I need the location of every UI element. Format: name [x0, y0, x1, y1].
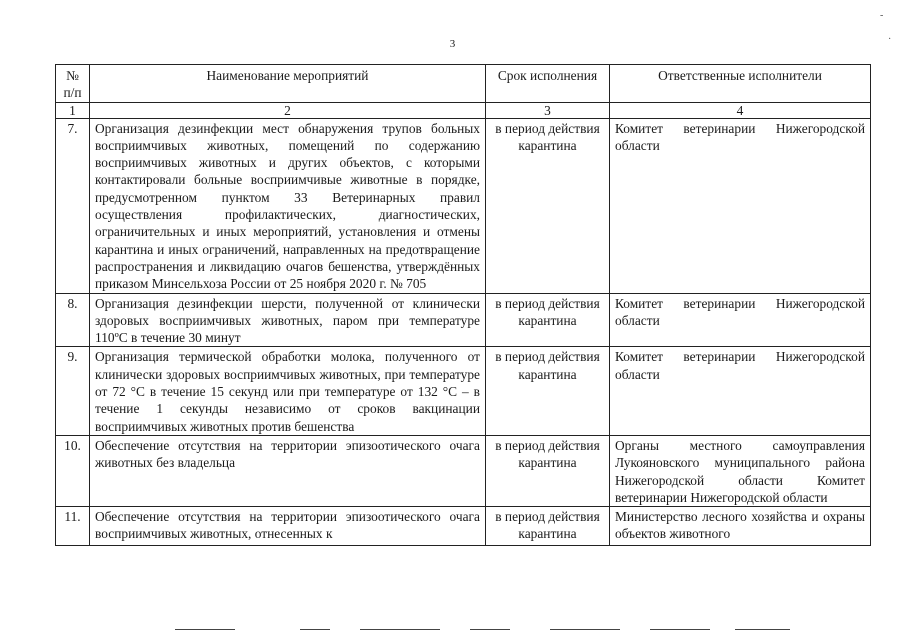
scan-line [300, 629, 330, 630]
column-index: 4 [610, 102, 871, 118]
row-number: 10. [56, 435, 90, 506]
responsible: Министерство лесного хозяйства и охраны объектов животного [615, 509, 865, 542]
responsible: Органы местного самоуправления Лукояновского муниципального района Нижегородской области Комитет ветеринарии Нижегородской области [610, 435, 871, 506]
corner-mark-top: - [880, 10, 884, 21]
measures-table [55, 64, 871, 546]
table-row [56, 118, 871, 293]
column-index-row [56, 102, 871, 118]
header-number: № п/п [56, 65, 90, 103]
row-number: 9. [56, 347, 90, 435]
deadline: в период действия карантина [486, 435, 610, 506]
responsible: Комитет ветеринарии Нижегородской области [610, 347, 871, 435]
page-number: 3 [449, 38, 456, 50]
scan-line [175, 629, 235, 630]
row-number: 7. [56, 118, 90, 293]
deadline: в период действия карантина [486, 118, 610, 293]
table-row [56, 293, 871, 347]
column-index: 2 [90, 102, 486, 118]
measure-name: Организация термической обработки молока, полученного от клинически здоровых восприимчивых животных, при температуре от 72 °С в течение 15 секунд или при температуре от 132 °С – в течение 1 секунды независимо от сроков вакцинации восприимчивых животных против бешенства [90, 347, 486, 435]
table-header-row [56, 65, 871, 103]
responsible-cell [610, 507, 871, 546]
column-index: 3 [486, 102, 610, 118]
header-deadline: Срок исполнения [486, 65, 610, 103]
measure-name: Организация дезинфекции мест обнаружения трупов больных восприимчивых животных, помещений по содержанию восприимчивых животных и других объектов, с которыми контактировали больные восприимчивые животные в порядке, предусмотренном пунктом 33 Ветеринарных правил осуществления профилактических, диагностических, ограничительных и иных мероприятий, установления и отмены карантина и иных ограничений, направленных на предотвращение распространения и ликвидацию очагов бешенства, утверждённых приказом Минсельхоза России от 25 ноября 2020 г. № 705 [90, 118, 486, 293]
scan-line [550, 629, 620, 630]
measure-name-cell [90, 507, 486, 546]
measure-name: Организация дезинфекции шерсти, полученной от клинически здоровых восприимчивых животных, паром при температуре 110ºС в течение 30 минут [90, 293, 486, 347]
column-index: 1 [56, 102, 90, 118]
deadline: в период действия карантина [495, 509, 600, 542]
row-number: 8. [56, 293, 90, 347]
deadline: в период действия карантина [486, 347, 610, 435]
scan-line [470, 629, 510, 630]
scan-line [735, 629, 790, 630]
header-measure-name: Наименование мероприятий [90, 65, 486, 103]
table-row [56, 435, 871, 506]
header-responsible: Ответственные исполнители [610, 65, 871, 103]
deadline-cell [486, 507, 610, 546]
row-number: 11. [56, 507, 90, 546]
responsible: Комитет ветеринарии Нижегородской области [610, 118, 871, 293]
table-row [56, 507, 871, 546]
table-row [56, 347, 871, 435]
measure-name: Обеспечение отсутствия на территории эпизоотического очага животных без владельца [90, 435, 486, 506]
measure-name: Обеспечение отсутствия на территории эпизоотического очага восприимчивых животных, отнесенных к [95, 509, 480, 542]
responsible: Комитет ветеринарии Нижегородской области [610, 293, 871, 347]
deadline: в период действия карантина [486, 293, 610, 347]
scan-line [360, 629, 440, 630]
scan-line [650, 629, 710, 630]
corner-mark-dot: · [888, 34, 892, 45]
